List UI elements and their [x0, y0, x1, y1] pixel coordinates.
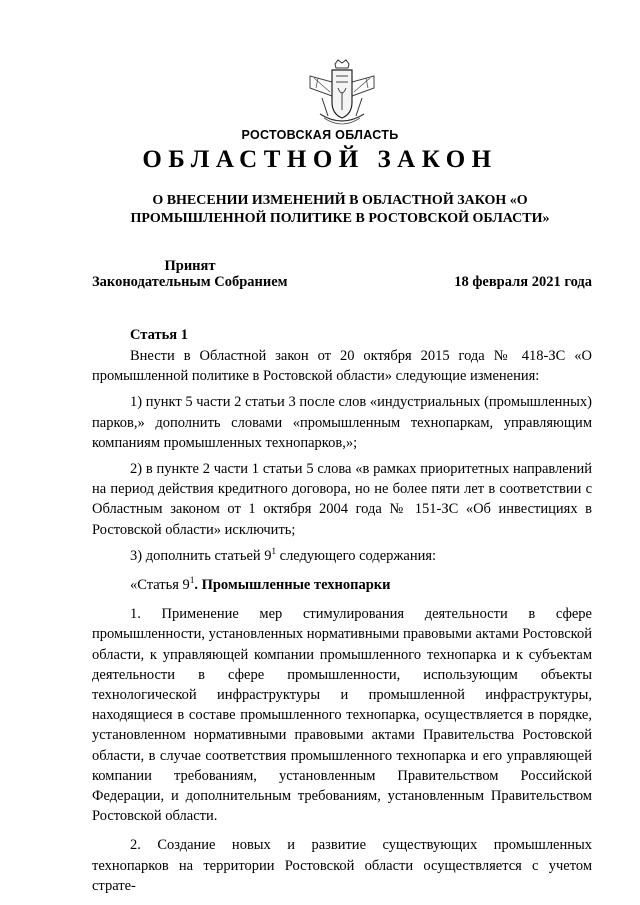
- new-article-title: . Промышленные технопарки: [194, 577, 391, 594]
- article-intro-paragraph: Внести в Областной закон от 20 октября 2015 года № 418-ЗС «О промышленной политике в Ростовской области» следующие изменения:: [92, 348, 592, 385]
- article-heading: Статья 1: [130, 327, 188, 343]
- item3-text: 3) дополнить статьей 9: [130, 547, 272, 564]
- adopted-by-body: Законодательным Собранием: [92, 274, 288, 290]
- document-type-title: ОБЛАСТНОЙ ЗАКОН: [142, 146, 498, 173]
- coat-of-arms-icon: [302, 58, 382, 130]
- amendment-item-2: 2) в пункте 2 части 1 статьи 5 слова «в рамках приоритетных направлений на период действия кредитного договора, но не более пяти лет в соответствии с Областным законом от 1 октября 2004 года № 151-ЗС «Об инвестициях в Ростовской области» исключить;: [92, 461, 592, 538]
- new-article-prefix: «Статья 9: [130, 577, 190, 594]
- adoption-date: 18 февраля 2021 года: [454, 274, 592, 290]
- amendment-item-3: [92, 546, 592, 566]
- item3-text-end: следующего содержания:: [276, 547, 437, 564]
- region-name: РОСТОВСКАЯ ОБЛАСТЬ: [241, 128, 399, 142]
- new-article-paragraph-2: 2. Создание новых и развитие существующих промышленных технопарков на территории Ростовской области осуществляется с учетом страте-: [92, 837, 592, 894]
- new-article-paragraph-1: 1. Применение мер стимулирования деятельности в сфере промышленности, установленных нормативными правовыми актами Ростовской области, к управляющей компании промышленного технопарка и к субъектам деятельности в сфере промышленности, использующим объекты технологической инфраструктуры и промышленной инфраструктуры, находящиеся в составе промышленного технопарка, осуществляется в порядке, установленном нормативными правовыми актами Правительства Ростовской области, в случае соответствия промышленного технопарка и его управляющей компании требованиям, установленным Правительством Российской Федерации, и дополнительным требованиям, установленным Правительством Ростовской области.: [92, 606, 592, 825]
- amendment-item-1: 1) пункт 5 части 2 статьи 3 после слов «индустриальных (промышленных) парков,» дополнить словами «промышленным технопаркам, управляющим компаниям промышленных технопарков,»;: [92, 394, 592, 451]
- new-article-superscript: 1: [189, 575, 195, 586]
- new-article-heading: [92, 575, 592, 595]
- adopted-label: Принят: [164, 258, 216, 274]
- article-body: [92, 346, 592, 905]
- item3-superscript: 1: [271, 546, 277, 556]
- law-subject-title: О ВНЕСЕНИИ ИЗМЕНЕНИЙ В ОБЛАСТНОЙ ЗАКОН «О ПРОМЫШЛЕННОЙ ПОЛИТИКЕ В РОСТОВСКОЙ ОБЛАСТИ»: [130, 193, 550, 226]
